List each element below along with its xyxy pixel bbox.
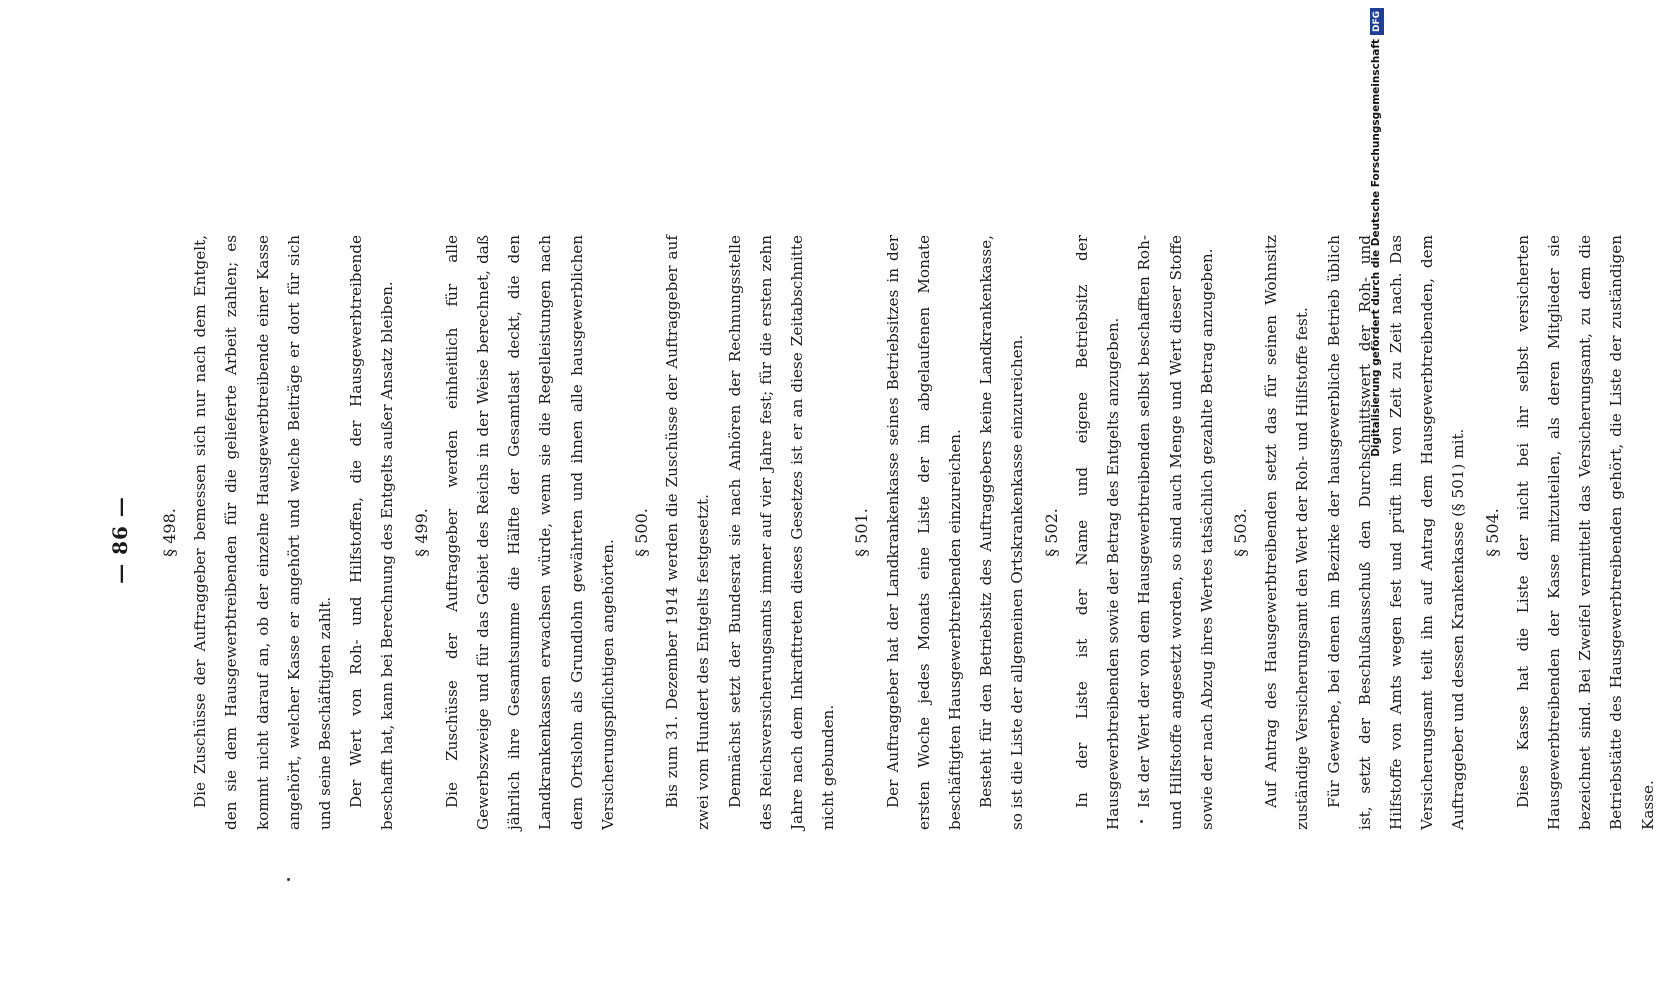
paragraph: Auf Antrag des Hausgewerbtreibenden setzt das für seinen Wohnsitz zuständige Versicherungsamt den Wert der Roh- und Hilfstoffe fest.: [1262, 235, 1312, 830]
section-498: [154, 235, 404, 830]
paragraph: Die Zuschüsse der Auftraggeber bemessen sich nur nach dem Entgelt, den sie dem Hausgewerbtreibenden für die gelieferte Arbeit zahlen; es kommt nicht darauf an, ob der einzelne Hausgewerbtreibende einer Kasse angehört, welcher Kasse er angehört und welche Beiträge er dort für sich und seine Beschäftigten zahlt.: [191, 235, 335, 830]
paragraph: Der Wert von Roh- und Hilfstoffen, die der Hausgewerbtreibende beschafft hat, kann bei Berechnung des Entgelts außer Ansatz bleiben.: [347, 235, 397, 830]
scan-speck: [287, 878, 290, 881]
section-heading: § 498.: [160, 508, 179, 557]
dfg-logo: DFG: [1370, 8, 1384, 35]
section-heading: § 501.: [852, 508, 872, 557]
section-heading: § 502.: [1041, 508, 1061, 557]
section-504: [1477, 235, 1664, 830]
paragraph: Ist der Wert der von dem Hausgewerbtreibenden selbst beschafften Roh- und Hilfstoffe angesetzt worden, so sind auch Menge und Wert dieser Stoffe sowie der nach Abzug ihres Wertes tatsächlich gezahlte Betrag anzugeben.: [1135, 235, 1216, 830]
page-body: [152, 235, 1664, 830]
paragraph: Besteht für den Betriebsitz des Auftraggebers keine Landkrankenkasse, so ist die Liste der allgemeinen Ortskrankenkasse einzureichen.: [977, 235, 1027, 830]
section-heading: § 503.: [1230, 508, 1250, 557]
dfg-attribution: [1369, 8, 1383, 998]
paragraph: Für Gewerbe, bei denen im Bezirke der hausgewerbliche Betrieb üblich ist, setzt der Beschlußausschuß den Durchschnittswert der Roh- und Hilfstoffe von Amts wegen fest und prüft ihn von Zeit zu Zeit nach. Das Versicherungsamt teilt ihn auf Antrag dem Hausgewerbtreibenden, dem Auftraggeber und dessen Krankenkasse (§ 501) mit.: [1324, 235, 1468, 830]
section-heading: § 499.: [411, 508, 431, 557]
section-499: [406, 235, 624, 830]
section-500: [626, 235, 844, 830]
paragraph: In der Liste ist der Name und eigene Betriebsitz der Hausgewerbtreibenden sowie der Betrag des Entgelts anzugeben.: [1072, 235, 1123, 830]
section-502: [1036, 235, 1223, 830]
section-503: [1225, 235, 1475, 830]
paragraph: Der Auftraggeber hat der Landkrankenkasse seines Betriebsitzes in der ersten Woche jedes Monats eine Liste der im abgelaufenen Monate beschäftigten Hausgewerbtreibenden einzureichen.: [883, 235, 965, 830]
page-header: — 86 —: [108, 496, 132, 584]
paragraph: Diese Kasse hat die Liste der nicht bei ihr selbst versicherten Hausgewerbtreibenden der Kasse mitzuteilen, als deren Mitglieder sie bezeichnet sind. Bei Zweifel vermittelt das Versicherungsamt, zu dem die Betriebstätte des Hausgewerbtreibenden gehört, die Liste der zuständigen Kasse.: [1513, 235, 1657, 830]
section-heading: § 500.: [632, 508, 652, 557]
scan-speck: [1140, 820, 1143, 823]
paragraph: Die Zuschüsse der Auftraggeber werden einheitlich für alle Gewerbszweige und für das Gebiet des Reichs in der Weise berechnet, daß jährlich ihre Gesamtsumme die Hälfte der Gesamtlast deckt, die den Landkrankenkassen erwachsen würde, wenn sie die Regelleistungen nach dem Ortslohn als Grundlohn gewährten und ihnen alle hausgewerblichen Versicherungspflichtigen angehörten.: [442, 235, 617, 830]
section-heading: § 504.: [1482, 508, 1502, 557]
paragraph: Demnächst setzt der Bundesrat sie nach Anhören der Rechnungsstelle des Reichsversicherungsamts immer auf vier Jahre fest; für die ersten zehn Jahre nach dem Inkrafttreten dieses Gesetzes ist er an diese Zeitabschnitte nicht gebunden.: [725, 235, 838, 830]
paragraph: Bis zum 31. Dezember 1914 werden die Zuschüsse der Auftraggeber auf zwei vom Hundert des Entgelts festgesetzt.: [663, 235, 713, 830]
section-501: [846, 235, 1033, 830]
attribution-text: Digitalisierung gefördert durch die Deutsche Forschungsgemeinschaft: [1370, 39, 1382, 457]
